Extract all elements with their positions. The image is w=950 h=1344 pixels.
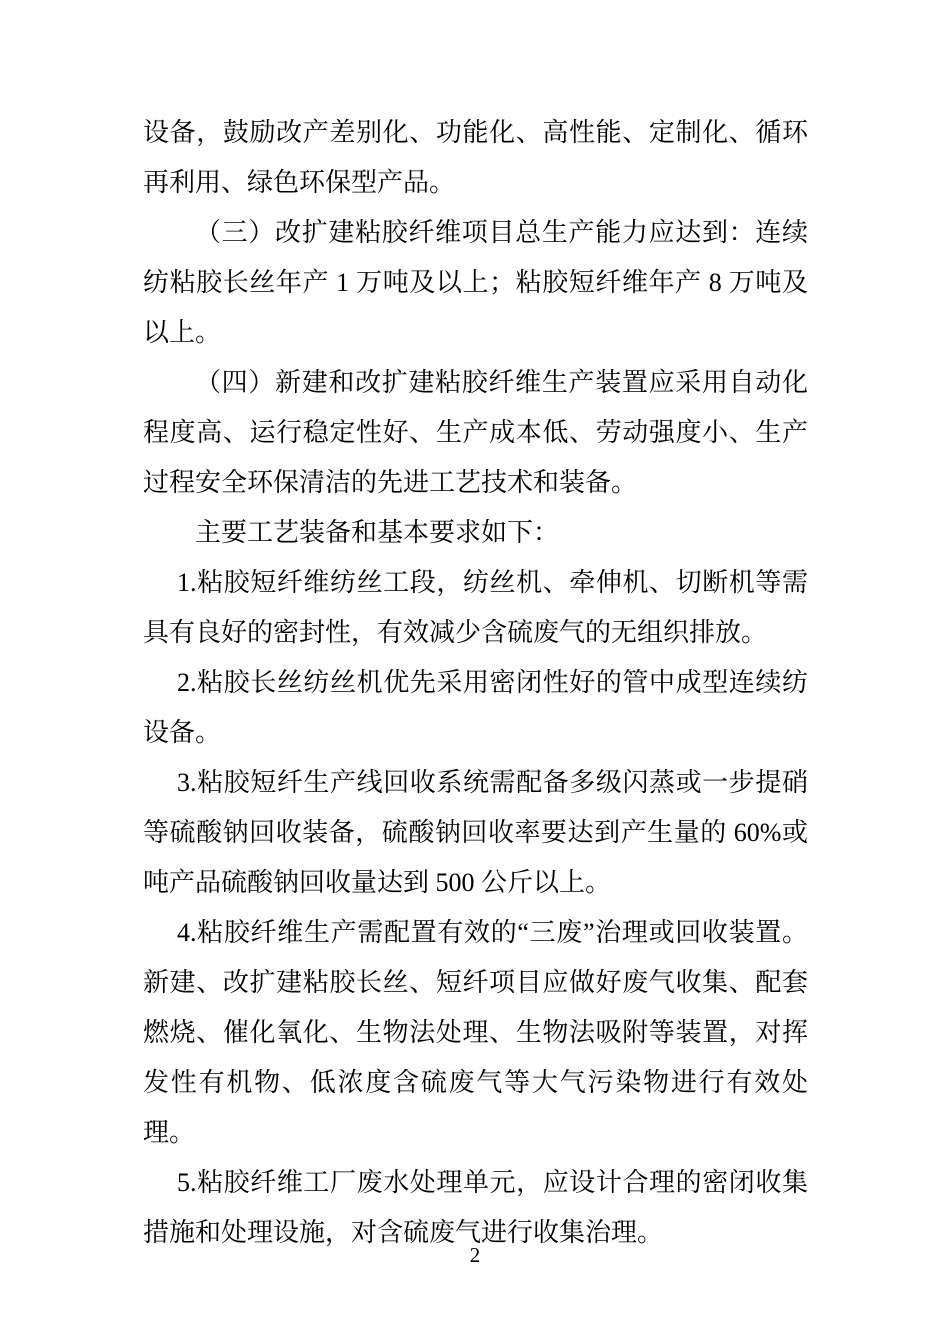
paragraph: 3.粘胶短纤生产线回收系统需配备多级闪蒸或一步提硝等硫酸钠回收装备，硫酸钠回收率要达到产生量的 60%或吨产品硫酸钠回收量达到 500 公斤以上。 [143,768,808,897]
paragraph: 主要工艺装备和基本要求如下： [195,518,560,547]
document-body [143,108,808,1258]
paragraph: 1.粘胶短纤维纺丝工段，纺丝机、牵伸机、切断机等需具有良好的密封性，有效减少含硫废气的无组织排放。 [143,568,808,647]
page-footer [0,1240,950,1270]
page-number: 2 [469,1243,481,1267]
paragraph: 设备，鼓励改产差别化、功能化、高性能、定制化、循环再利用、绿色环保型产品。 [143,118,808,197]
paragraph: （三）改扩建粘胶纤维项目总生产能力应达到：连续纺粘胶长丝年产 1 万吨及以上；粘胶短纤维年产 8 万吨及以上。 [143,218,808,347]
paragraph: 5.粘胶纤维工厂废水处理单元，应设计合理的密闭收集措施和处理设施，对含硫废气进行收集治理。 [143,1168,808,1247]
paragraph: 2.粘胶长丝纺丝机优先采用密闭性好的管中成型连续纺设备。 [143,668,808,747]
paragraph: （四）新建和改扩建粘胶纤维生产装置应采用自动化程度高、运行稳定性好、生产成本低、劳动强度小、生产过程安全环保清洁的先进工艺技术和装备。 [143,368,808,497]
paragraph: 4.粘胶纤维生产需配置有效的“三废”治理或回收装置。新建、改扩建粘胶长丝、短纤项目应做好废气收集、配套燃烧、催化氧化、生物法处理、生物法吸附等装置，对挥发性有机物、低浓度含硫废气等大气污染物进行有效处理。 [143,918,808,1147]
